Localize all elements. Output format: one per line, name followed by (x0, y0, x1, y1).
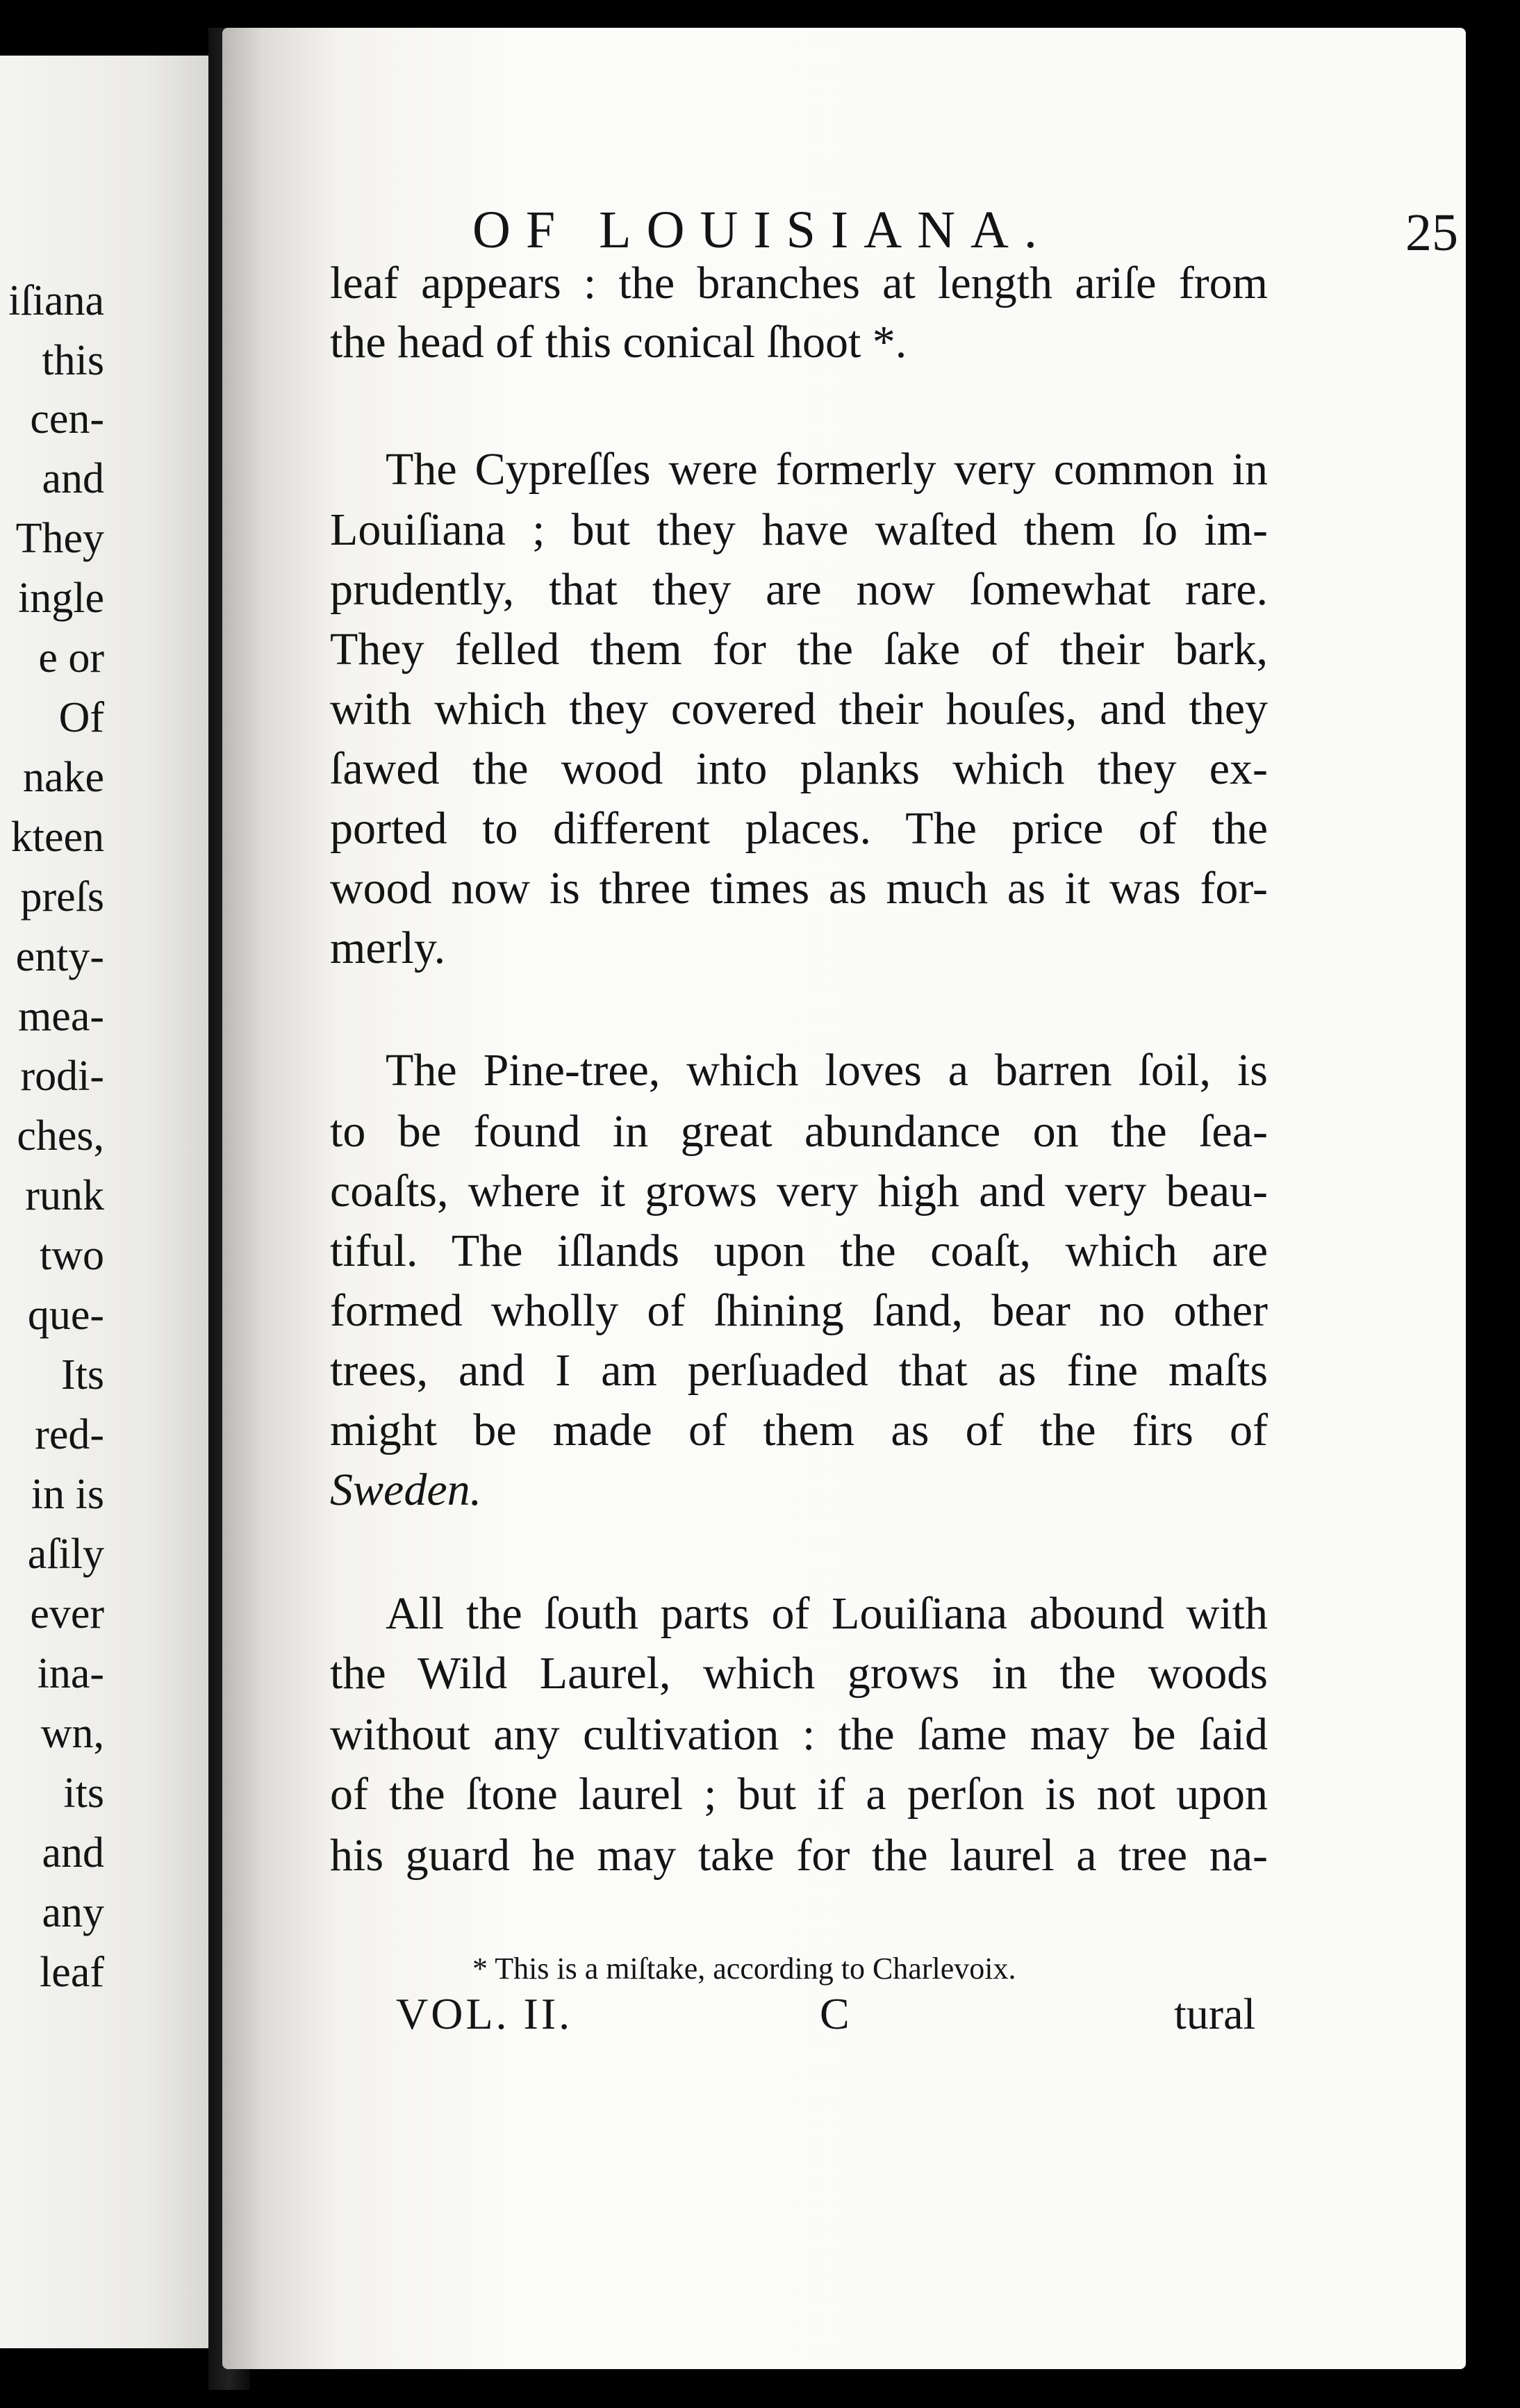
text-line: ported to different places. The price of the (330, 803, 1268, 854)
running-head: OF LOUISIANA. (472, 201, 1052, 259)
volume-mark: VOL. II. (396, 1989, 573, 2038)
text-line: coaſts, where it grows very high and very beau- (330, 1166, 1268, 1217)
text-line: of the ſtone laurel ; but if a perſon is not upon (330, 1769, 1268, 1820)
text-line: The Pine-tree, which loves a barren ſoil, is (386, 1045, 1268, 1096)
facing-line: preſs (20, 873, 104, 921)
text-line: Sweden. (330, 1465, 482, 1515)
text-line: his guard he may take for the laurel a tree na- (330, 1830, 1268, 1881)
facing-line: cen- (30, 395, 104, 443)
text-line: All the ſouth parts of Louiſiana abound with (386, 1588, 1268, 1639)
facing-line: rodi- (20, 1053, 104, 1100)
text-line: ſawed the wood into planks which they ex- (330, 743, 1268, 794)
facing-line: Of (58, 694, 104, 741)
text-line: to be found in great abundance on the ſea- (330, 1106, 1268, 1157)
facing-line: kteen (10, 814, 104, 861)
text-line: might be made of them as of the firs of (330, 1405, 1268, 1455)
text-line: tiful. The iſlands upon the coaſt, which are (330, 1226, 1268, 1276)
facing-line: red- (35, 1411, 104, 1458)
text-line: the Wild Laurel, which grows in the woods (330, 1648, 1268, 1699)
text-line: Louiſiana ; but they have waſted them ſo im- (330, 504, 1268, 555)
facing-line: enty- (15, 933, 104, 980)
facing-line: wn, (40, 1710, 104, 1757)
facing-line: this (42, 337, 104, 384)
text-line: prudently, that they are now ſomewhat rare. (330, 564, 1268, 615)
text-line: They felled them for the ſake of their bark, (330, 624, 1268, 675)
facing-line: in is (31, 1471, 104, 1518)
facing-line: ina- (37, 1650, 104, 1697)
facing-line: nake (22, 754, 104, 801)
facing-line: e or (38, 634, 104, 682)
facing-line: iſiana (8, 277, 104, 324)
facing-line: any (42, 1889, 104, 1936)
facing-line: two (40, 1232, 104, 1279)
facing-line: aſily (27, 1531, 104, 1578)
book-page (222, 28, 1466, 2369)
facing-line: its (63, 1770, 104, 1817)
facing-line: and (42, 1829, 104, 1877)
text-line: merly. (330, 923, 446, 973)
text-line: trees, and I am perſuaded that as fine maſts (330, 1345, 1268, 1396)
text-line: The Cypreſſes were formerly very common in (386, 444, 1268, 495)
text-line: without any cultivation : the ſame may be ſaid (330, 1709, 1268, 1760)
facing-page-fragment (0, 56, 208, 2348)
facing-line: ingle (18, 575, 104, 622)
facing-line: que- (27, 1292, 104, 1339)
facing-line: ches, (17, 1112, 104, 1160)
text-line: formed wholly of ſhining ſand, bear no other (330, 1285, 1268, 1336)
text-line: with which they covered their houſes, and they (330, 684, 1268, 734)
facing-line: runk (25, 1172, 104, 1219)
facing-line: leaf (40, 1949, 104, 1996)
page-number: 25 (1405, 204, 1458, 262)
facing-line: ever (30, 1590, 104, 1638)
facing-line: and (42, 455, 104, 502)
text-line: leaf appears : the branches at length ariſe from (330, 258, 1268, 308)
catchword: tural (1174, 1989, 1256, 2038)
facing-line: mea- (18, 993, 104, 1040)
text-line: the head of this conical ſhoot *. (330, 317, 907, 368)
facing-line: They (15, 515, 104, 562)
signature-mark: C (820, 1989, 850, 2038)
footnote: * This is a miſtake, according to Charlevoix. (472, 1952, 1016, 1986)
text-line: wood now is three times as much as it was for- (330, 863, 1268, 914)
facing-line: Its (61, 1351, 104, 1399)
